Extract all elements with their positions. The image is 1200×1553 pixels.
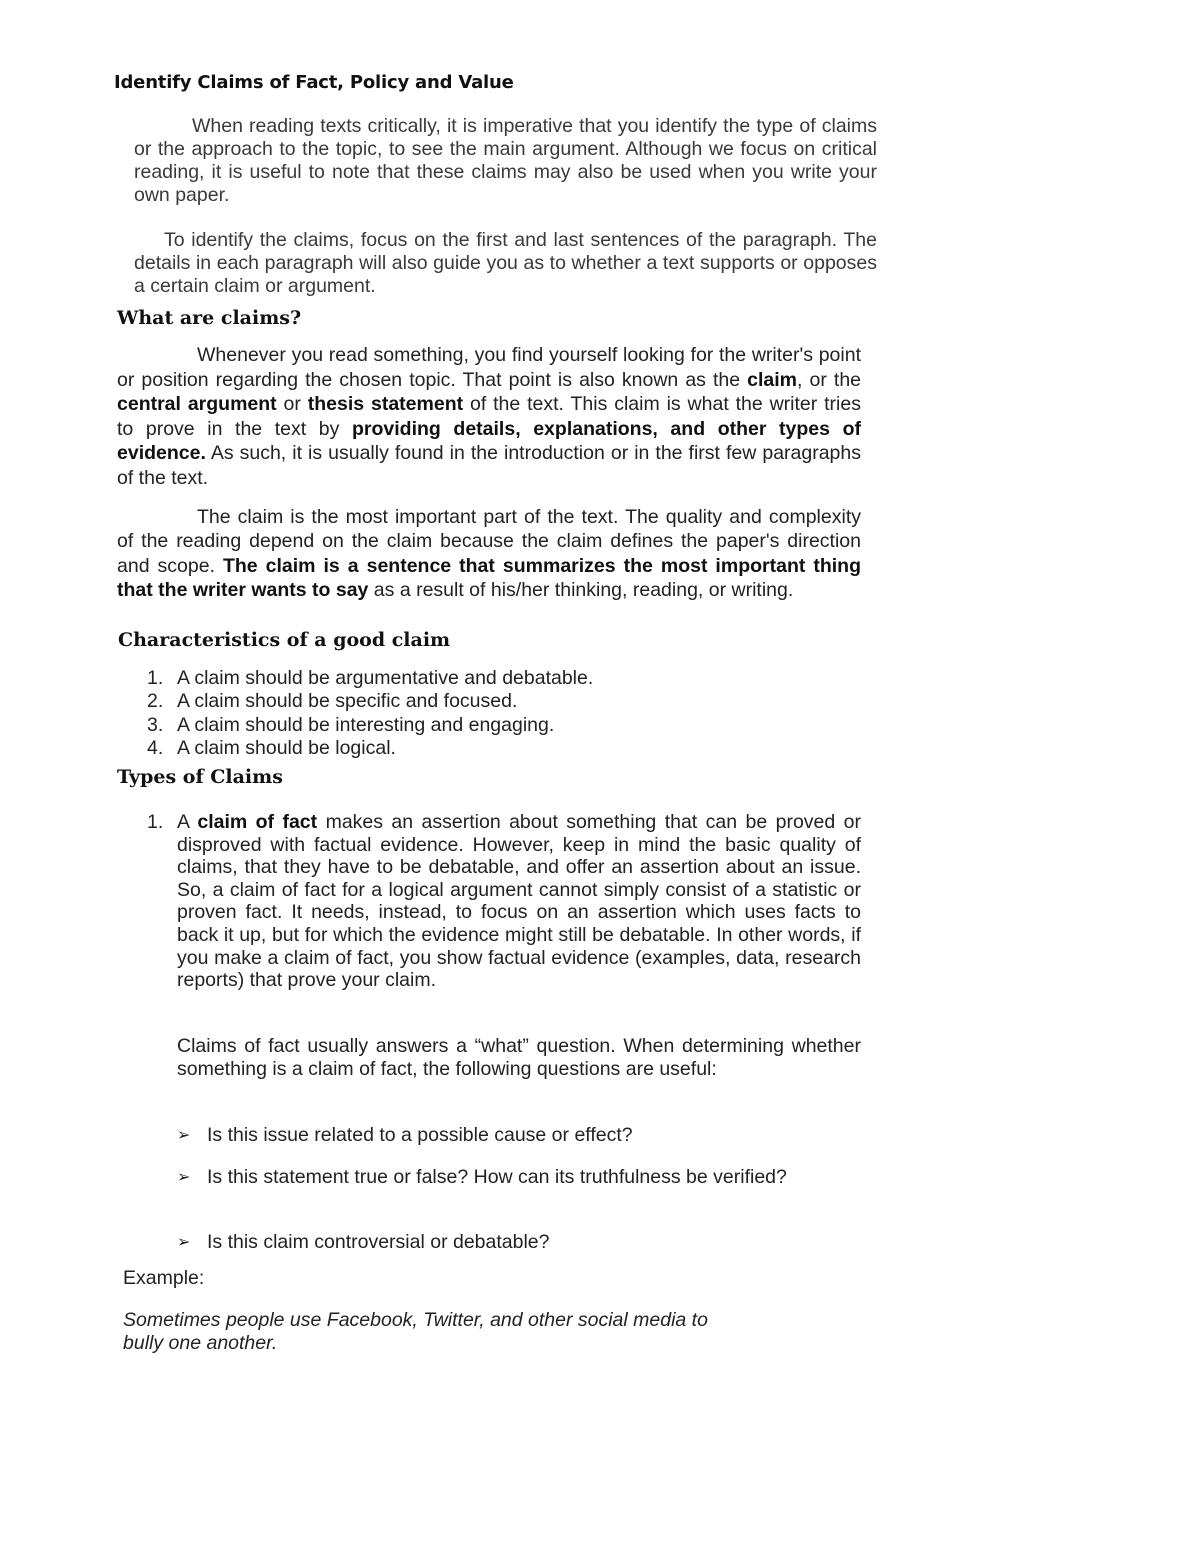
list-item: 3. A claim should be interesting and engaging. bbox=[147, 713, 555, 736]
types-list bbox=[147, 811, 861, 992]
question-item: ➢ Is this claim controversial or debatable? bbox=[177, 1231, 550, 1253]
list-item: 1. A claim should be argumentative and debatable. bbox=[147, 667, 594, 689]
arrow-bullet-icon: ➢ bbox=[177, 1234, 191, 1251]
arrow-bullet-icon: ➢ bbox=[177, 1169, 191, 1186]
characteristics-list bbox=[147, 667, 847, 760]
types-of-claims-heading: Types of Claims bbox=[117, 766, 283, 788]
what-are-claims-paragraph-1: Whenever you read something, you find yourself looking for the writer's point or position regarding the chosen topic. That point is also known as the claim, or the central argument or thesis statement of the text. This claim is what the writer tries to prove in the text by providing details, explanations, and other types of evidence. As such, it is usually found in the introduction or in the first few paragraphs of the text. bbox=[117, 344, 862, 489]
example-text: Sometimes people use Facebook, Twitter, and other social media to bully one another. bbox=[123, 1309, 708, 1354]
claims-of-fact-followup: Claims of fact usually answers a “what” question. When determining whether something is a claim of fact, the following questions are useful: bbox=[177, 1035, 861, 1080]
claim-of-fact-item: 1. A claim of fact makes an assertion about something that can be proved or disproved with factual evidence. However, keep in mind the basic quality of claims, that they have to be debatable, and offer an assertion about an issue. So, a claim of fact for a logical argument cannot simply consist of a statistic or proven fact. It needs, instead, to focus on an assertion which uses facts to back it up, but for which the evidence might still be debatable. In other words, if you make a claim of fact, you show factual evidence (examples, data, research reports) that prove your claim. bbox=[147, 811, 861, 992]
question-item: ➢ Is this issue related to a possible cause or effect? bbox=[177, 1124, 633, 1146]
list-item: 2. A claim should be specific and focused. bbox=[147, 690, 518, 713]
arrow-bullet-icon: ➢ bbox=[177, 1127, 191, 1144]
what-are-claims-paragraph-2: The claim is the most important part of the text. The quality and complexity of the reading depend on the claim because the claim defines the paper's direction and scope. The claim is a sentence that summarizes the most important thing that the writer wants to say as a result of his/her thinking, reading, or writing. bbox=[117, 506, 861, 601]
characteristics-heading: Characteristics of a good claim bbox=[118, 629, 451, 651]
list-item: 4. A claim should be logical. bbox=[147, 736, 396, 759]
intro-paragraph-1: When reading texts critically, it is imperative that you identify the type of claims or the approach to the topic, to see the main argument. Although we focus on critical reading, it is useful to note that these claims may also be used when you write your own paper. bbox=[134, 115, 877, 206]
example-label: Example: bbox=[123, 1267, 205, 1289]
intro-paragraph-2: To identify the claims, focus on the first and last sentences of the paragraph. The details in each paragraph will also guide you as to whether a text supports or opposes a certain claim or argument. bbox=[134, 229, 877, 297]
what-are-claims-heading: What are claims? bbox=[117, 307, 302, 329]
question-item: ➢ Is this statement true or false? How can its truthfulness be verified? bbox=[177, 1166, 787, 1188]
document-title: Identify Claims of Fact, Policy and Value bbox=[114, 72, 514, 93]
